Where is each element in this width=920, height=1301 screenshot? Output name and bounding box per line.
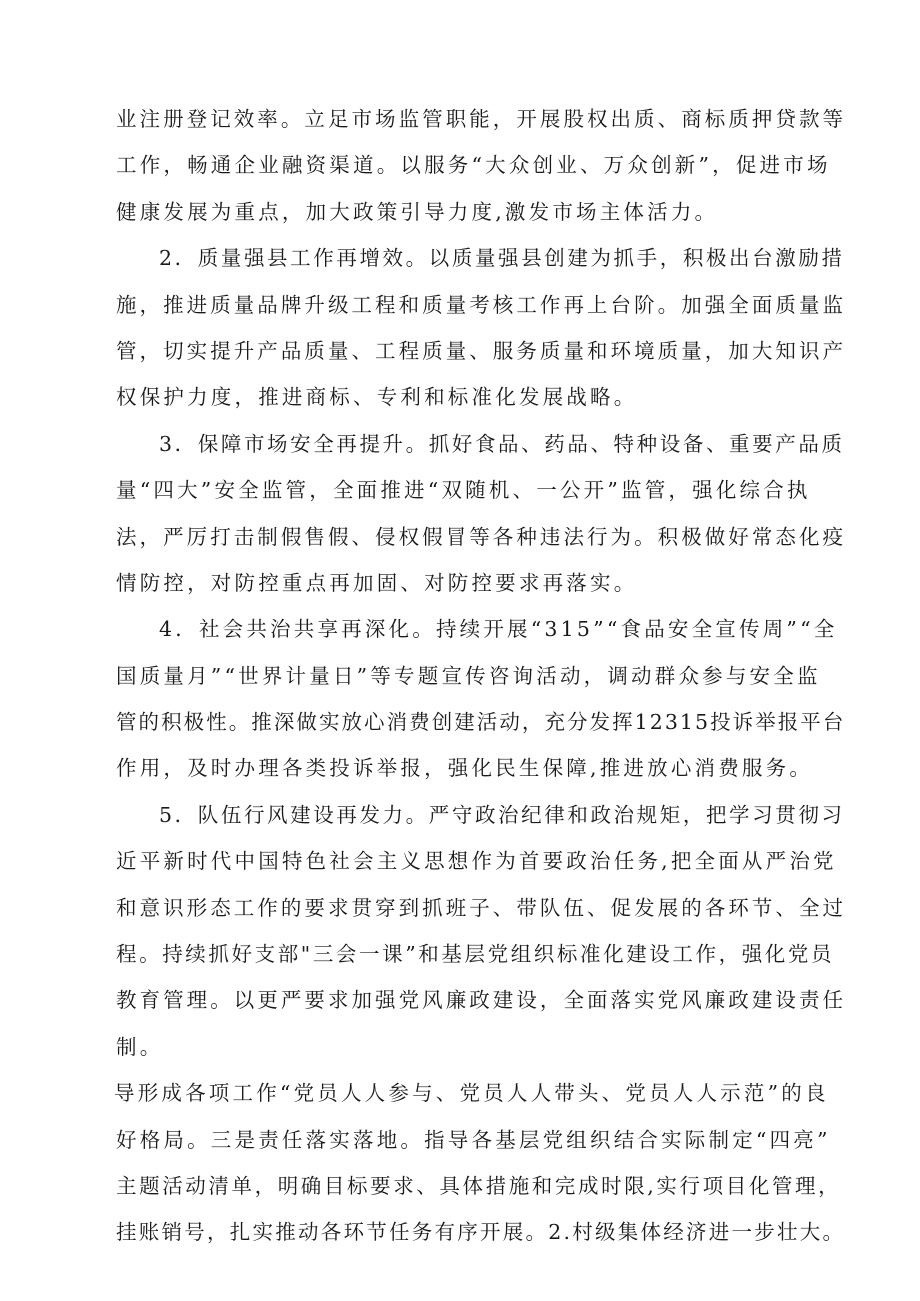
text-line: 程。持续抓好支部"三会一课”和基层党组织标准化建设工作，强化党员 (116, 942, 835, 967)
text-line: 法，严厉打击制假售假、侵权假冒等各种违法行为。积极做好常态化疫 (116, 524, 847, 549)
text-line: 施，推进质量品牌升级工程和质量考核工作再上台阶。加强全面质量监 (116, 292, 847, 317)
text-line: 管的积极性。推深做实放心消费创建活动，充分发挥12315投诉举报平台 (116, 710, 846, 735)
text-line: 和意识形态工作的要求贯穿到抓班子、带队伍、促发展的各环节、全过 (116, 895, 847, 920)
text-line: 管，切实提升产品质量、工程质量、服务质量和环境质量，加大知识产 (116, 338, 847, 363)
paragraph-2-heading-line: 2．质量强县工作再增效。以质量强县创建为抓手，积极出台激励措 (159, 246, 845, 271)
text-line: 量“四大”安全监管，全面推进“双随机、一公开”监管，强化综合执 (116, 478, 811, 503)
text-line: 作用，及时办理各类投诉举报，强化民生保障,推进放心消费服务。 (116, 756, 814, 781)
text-line: 主题活动清单，明确目标要求、具体措施和完成时限,实行项目化管理， (116, 1173, 842, 1198)
text-line: 好格局。三是责任落实落地。指导各基层党组织结合实际制定“四亮” (116, 1127, 831, 1152)
paragraph-5-heading-line: 5．队伍行风建设再发力。严守政治纪律和政治规矩，把学习贯彻习 (159, 802, 845, 827)
text-line: 教育管理。以更严要求加强党风廉政建设，全面落实党风廉政建设责任 (116, 988, 847, 1013)
text-line: 国质量月”“世界计量日”等专题宣传咨询活动，调动群众参与安全监 (116, 663, 821, 688)
paragraph-4-heading-line: 4．社会共治共享再深化。持续开展“315”“食品安全宣传周”“全 (159, 617, 838, 642)
text-line: 情防控，对防控重点再加固、对防控要求再落实。 (116, 570, 638, 595)
text-line: 挂账销号，扎实推动各环节任务有序开展。2.村级集体经济进一步壮大。 (116, 1220, 846, 1245)
text-line: 业注册登记效率。立足市场监管职能，开展股权出质、商标质押贷款等 (116, 107, 847, 131)
text-line: 工作，畅通企业融资渠道。以服务“大众创业、万众创新”，促进市场 (116, 153, 831, 178)
text-line: 近平新时代中国特色社会主义思想作为首要政治任务,把全面从严治党 (116, 849, 837, 874)
paragraph-3-heading-line: 3．保障市场安全再提升。抓好食品、药品、特种设备、重要产品质 (159, 431, 845, 456)
text-line: 制。 (116, 1034, 164, 1059)
text-line: 导形成各项工作“党员人人参与、党员人人带头、党员人人示范”的良 (114, 1081, 829, 1106)
document-body (116, 96, 846, 1256)
text-line: 权保护力度，推进商标、专利和标准化发展战略。 (116, 385, 638, 410)
text-line: 健康发展为重点，加大政策引导力度,激发市场主体活力。 (116, 199, 719, 224)
